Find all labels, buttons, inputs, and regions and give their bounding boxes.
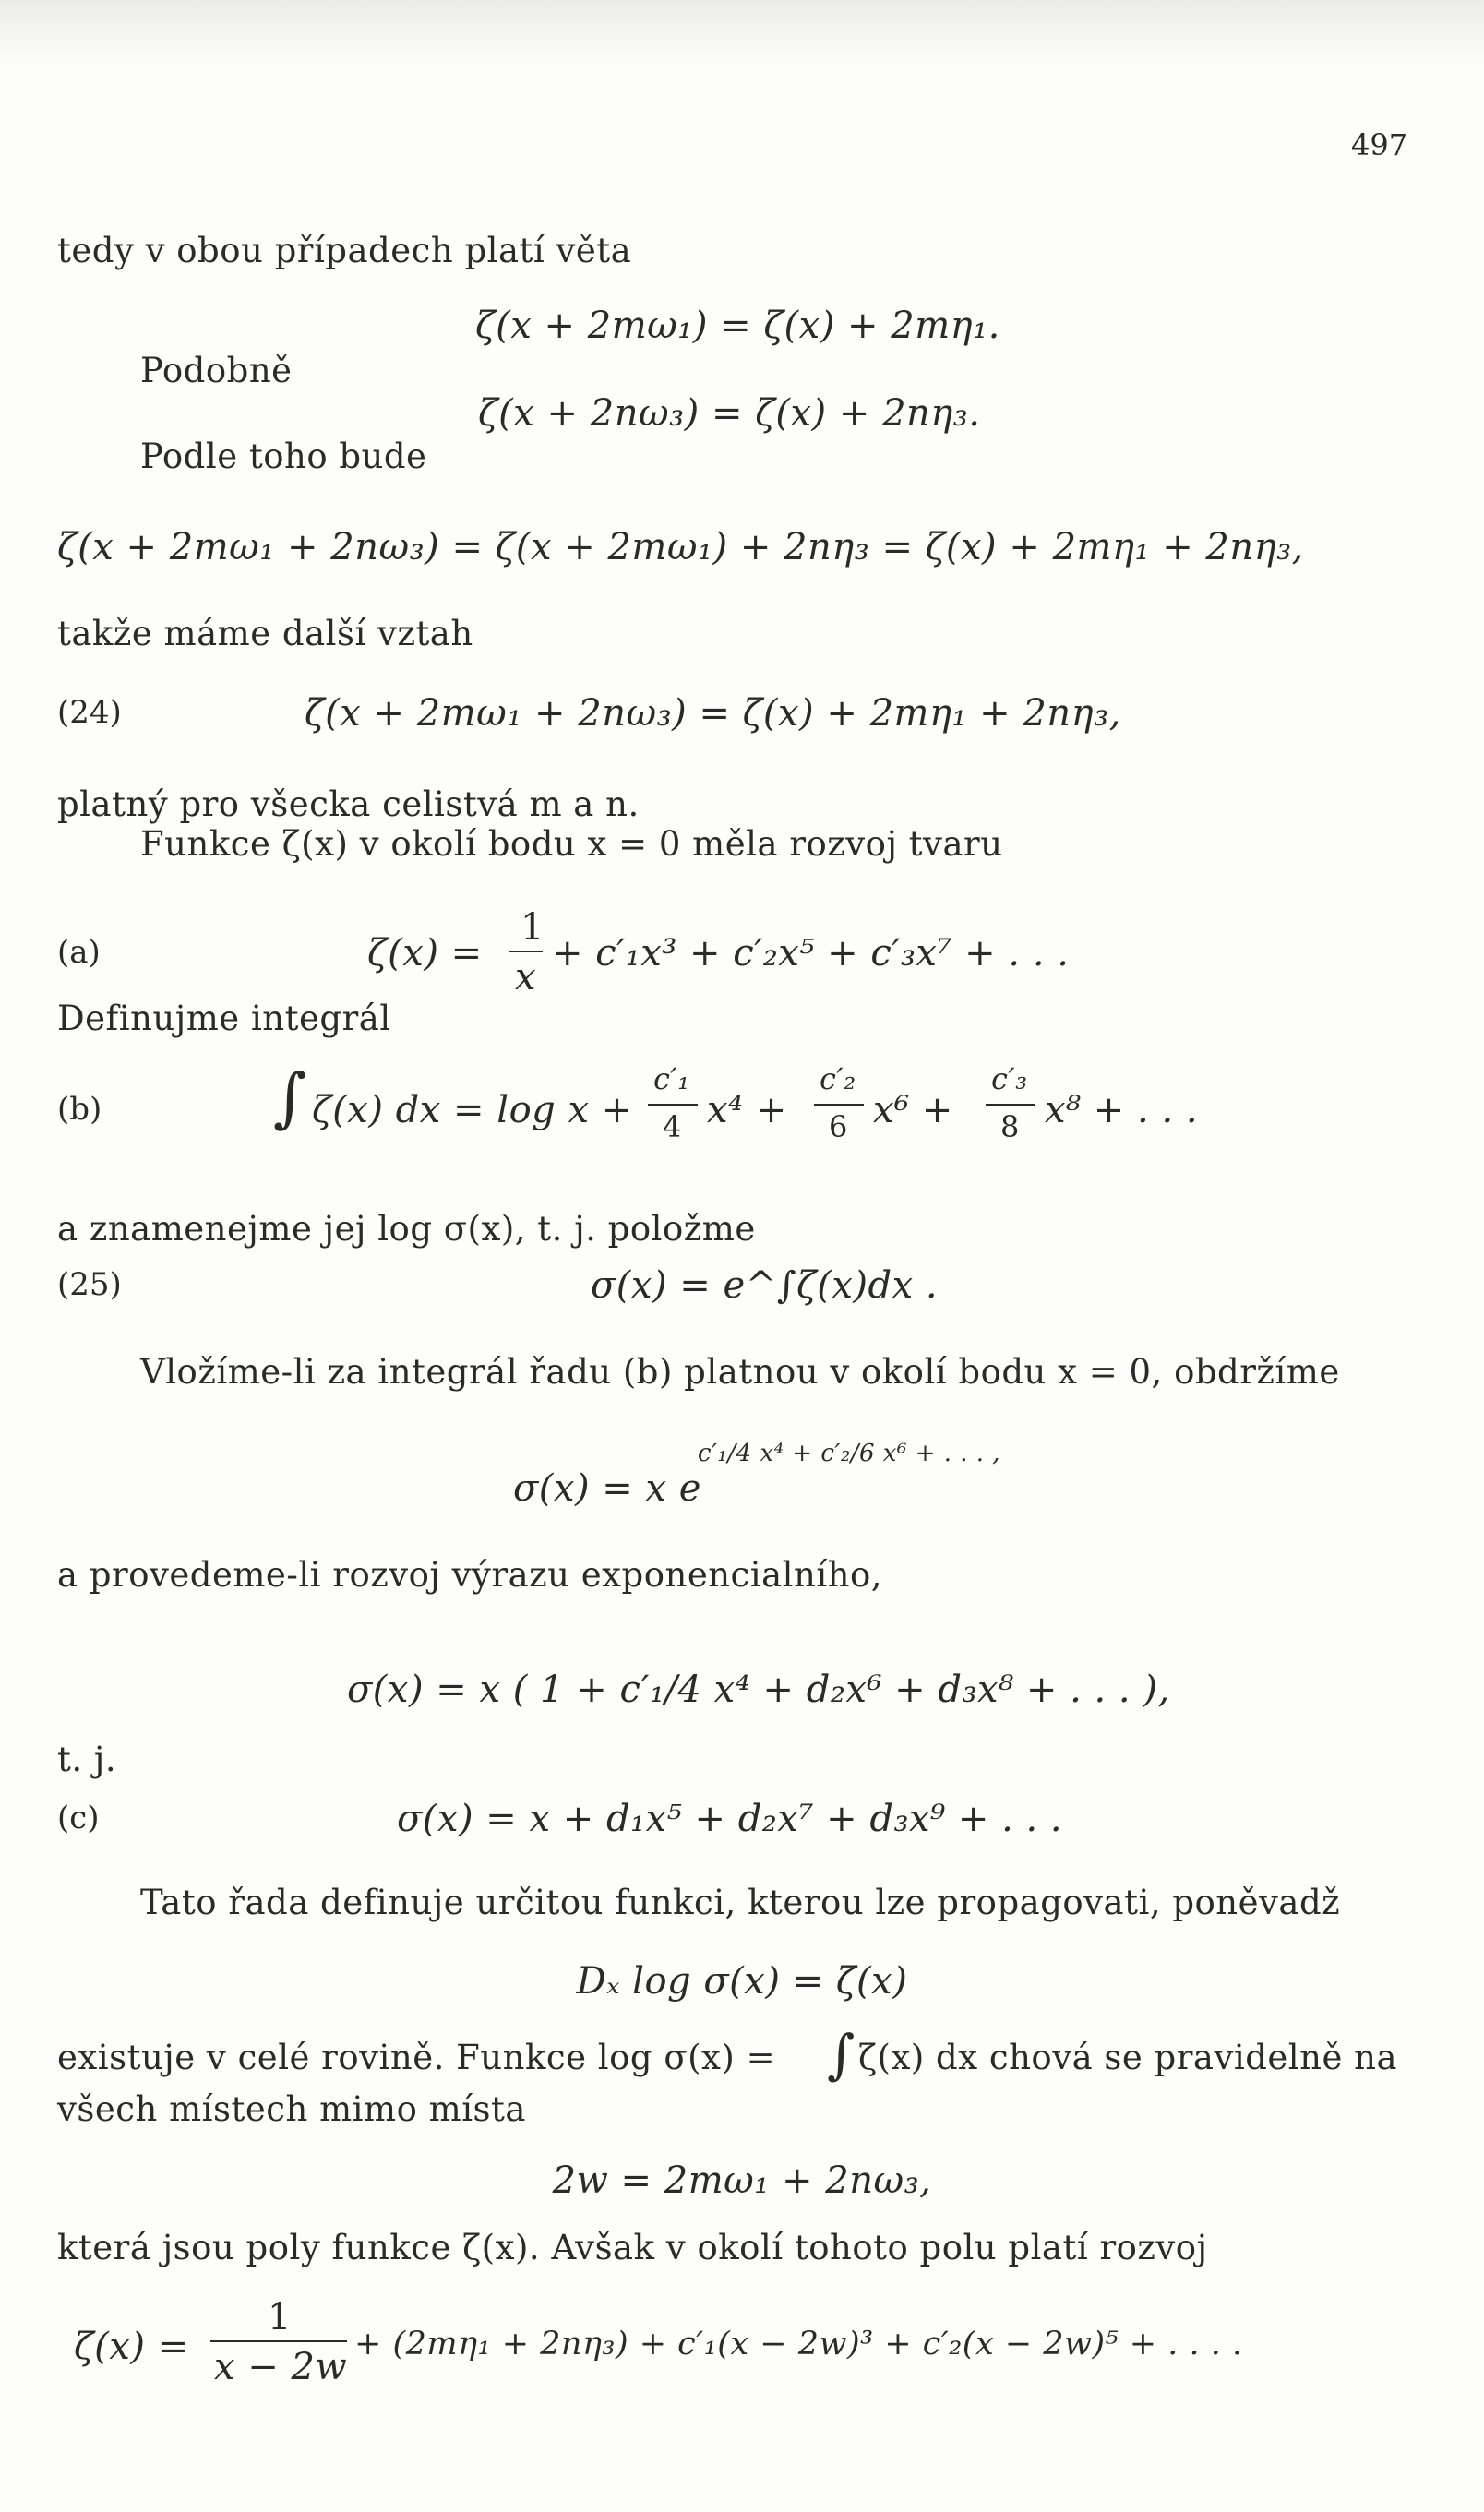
paragraph: která jsou poly funkce ζ(x). Avšak v okolí tohoto polu platí rozvoj <box>57 2228 1208 2267</box>
fraction-denominator: x <box>515 956 537 999</box>
equation: ζ(x + 2mω₁ + 2nω₃) = ζ(x + 2mω₁) + 2nη₃ = ζ(x) + 2mη₁ + 2nη₃, <box>57 526 1304 568</box>
fraction-denominator: 6 <box>829 1109 848 1144</box>
paragraph: ζ(x) dx chová se pravidelně na <box>858 2038 1398 2077</box>
fraction-bar <box>210 2340 347 2342</box>
equation-label: (b) <box>57 1091 102 1128</box>
equation: x⁸ + . . . <box>1045 1089 1199 1131</box>
paragraph: všech místech mimo místa <box>57 2089 526 2129</box>
equation: σ(x) = x ( 1 + c′₁/4 x⁴ + d₂x⁶ + d₃x⁸ + . . . ), <box>347 1669 1170 1711</box>
equation: ζ(x + 2mω₁ + 2nω₃) = ζ(x) + 2mη₁ + 2nη₃, <box>305 692 1121 735</box>
paragraph: Podle toho bude <box>140 437 427 476</box>
equation: σ(x) = e^∫ζ(x)dx . <box>591 1264 939 1307</box>
paragraph: existuje v celé rovině. Funkce log σ(x) = <box>57 2038 776 2077</box>
fraction-numerator: 1 <box>268 2296 292 2339</box>
paragraph: t. j. <box>57 1740 117 1779</box>
paragraph: takže máme další vztah <box>57 614 473 653</box>
equation-label: (c) <box>57 1800 100 1836</box>
equation: 2w = 2mω₁ + 2nω₃, <box>552 2159 932 2202</box>
page-number: 497 <box>1351 127 1408 162</box>
equation-lhs: ζ(x) = <box>367 932 483 975</box>
equation: σ(x) = x + d₁x⁵ + d₂x⁷ + d₃x⁹ + . . . <box>397 1798 1063 1840</box>
equation: ζ(x + 2mω₁) = ζ(x) + 2mη₁. <box>475 305 1000 347</box>
paragraph: Podobně <box>140 351 293 390</box>
integral-sign: ∫ <box>273 1059 307 1135</box>
scan-shadow <box>0 0 1484 65</box>
integral-sign: ∫ <box>827 2023 856 2086</box>
fraction-bar <box>648 1104 698 1106</box>
equation: ζ(x) dx = log x + <box>312 1089 633 1131</box>
equation-exponent: c′₁/4 x⁴ + c′₂/6 x⁶ + . . . , <box>698 1440 1001 1467</box>
fraction-numerator: c′₃ <box>991 1061 1028 1096</box>
paragraph: Definujme integrál <box>57 999 391 1038</box>
fraction-numerator: c′₂ <box>820 1061 856 1096</box>
equation-label: (a) <box>57 934 101 971</box>
paragraph: a znamenejme jej log σ(x), t. j. položme <box>57 1209 756 1249</box>
paragraph: Vložíme-li za integrál řadu (b) platnou v okolí bodu x = 0, obdržíme <box>140 1352 1340 1392</box>
equation-label: (24) <box>57 694 122 731</box>
equation-base: σ(x) = x e <box>513 1467 701 1510</box>
equation: x⁶ + <box>873 1089 953 1131</box>
equation-label: (25) <box>57 1266 122 1303</box>
equation: Dₓ log σ(x) = ζ(x) <box>576 1960 908 2003</box>
paragraph: platný pro všecka celistvá m a n. <box>57 784 640 824</box>
paragraph: Tato řada definuje určitou funkci, kterou lze propagovati, poněvadž <box>140 1883 1341 1922</box>
fraction-denominator: 8 <box>1000 1109 1020 1144</box>
paragraph: a provedeme-li rozvoj výrazu exponencialního, <box>57 1555 883 1595</box>
fraction-bar <box>986 1104 1035 1106</box>
equation: ζ(x + 2nω₃) = ζ(x) + 2nη₃. <box>478 392 981 435</box>
fraction-denominator: x − 2w <box>214 2346 348 2388</box>
fraction-numerator: 1 <box>521 906 545 949</box>
equation-rhs: + c′₁x³ + c′₂x⁵ + c′₃x⁷ + . . . <box>552 932 1070 975</box>
fraction-denominator: 4 <box>663 1109 682 1144</box>
fraction-numerator: c′₁ <box>653 1061 690 1096</box>
fraction-bar <box>509 951 543 952</box>
paragraph: tedy v obou případech platí věta <box>57 231 632 270</box>
equation-lhs: ζ(x) = <box>74 2326 189 2368</box>
equation: x⁴ + <box>707 1089 787 1131</box>
paragraph: Funkce ζ(x) v okolí bodu x = 0 měla rozvoj tvaru <box>140 824 1003 864</box>
equation-rhs: + (2mη₁ + 2nη₃) + c′₁(x − 2w)³ + c′₂(x − 2w)⁵ + . . . . <box>354 2326 1243 2362</box>
fraction-bar <box>814 1104 864 1106</box>
